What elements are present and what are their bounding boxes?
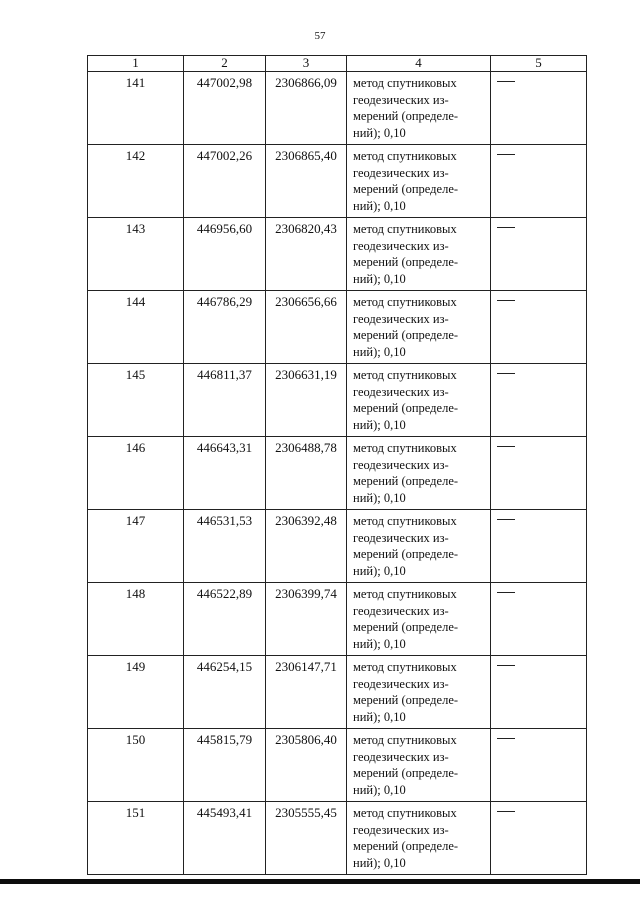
method-line: мерений (определе- xyxy=(353,182,459,196)
method-cell xyxy=(347,145,491,218)
x-coordinate-cell: 446811,37 xyxy=(184,364,266,437)
method-cell xyxy=(347,729,491,802)
x-coordinate-cell: 446254,15 xyxy=(184,656,266,729)
method-line: геодезических из- xyxy=(353,749,449,764)
y-coordinate-cell: 2306865,40 xyxy=(266,145,347,218)
dash-mark xyxy=(497,373,515,374)
dash-mark xyxy=(497,300,515,301)
method-line: ний); 0,10 xyxy=(353,490,406,505)
x-coordinate-cell: 445815,79 xyxy=(184,729,266,802)
table-row xyxy=(88,364,587,437)
x-coordinate-cell: 447002,98 xyxy=(184,72,266,145)
dash-mark xyxy=(497,811,515,812)
note-cell xyxy=(491,583,587,656)
point-number-cell: 148 xyxy=(88,583,184,656)
method-line: метод спутниковых xyxy=(353,806,457,820)
method-cell xyxy=(347,364,491,437)
table-row xyxy=(88,72,587,145)
note-cell xyxy=(491,145,587,218)
method-cell xyxy=(347,291,491,364)
note-cell xyxy=(491,218,587,291)
method-line: метод спутниковых xyxy=(353,368,457,382)
table-row xyxy=(88,291,587,364)
method-line: метод спутниковых xyxy=(353,733,457,747)
method-line: ний); 0,10 xyxy=(353,344,406,359)
method-line: геодезических из- xyxy=(353,92,449,107)
method-line: ний); 0,10 xyxy=(353,271,406,286)
point-number-cell: 145 xyxy=(88,364,184,437)
method-line: метод спутниковых xyxy=(353,76,457,90)
dash-mark xyxy=(497,446,515,447)
point-number-cell: 142 xyxy=(88,145,184,218)
point-number-cell: 141 xyxy=(88,72,184,145)
dash-mark xyxy=(497,665,515,666)
note-cell xyxy=(491,656,587,729)
method-line: геодезических из- xyxy=(353,822,449,837)
y-coordinate-cell: 2306820,43 xyxy=(266,218,347,291)
method-line: ний); 0,10 xyxy=(353,417,406,432)
x-coordinate-cell: 446522,89 xyxy=(184,583,266,656)
method-line: ний); 0,10 xyxy=(353,709,406,724)
x-coordinate-cell: 445493,41 xyxy=(184,802,266,875)
method-line: мерений (определе- xyxy=(353,328,459,342)
note-cell xyxy=(491,437,587,510)
note-cell xyxy=(491,291,587,364)
method-line: мерений (определе- xyxy=(353,401,459,415)
table-row xyxy=(88,802,587,875)
method-line: метод спутниковых xyxy=(353,295,457,309)
method-line: мерений (определе- xyxy=(353,839,459,853)
point-number-cell: 151 xyxy=(88,802,184,875)
method-line: мерений (определе- xyxy=(353,109,459,123)
y-coordinate-cell: 2305555,45 xyxy=(266,802,347,875)
method-line: геодезических из- xyxy=(353,530,449,545)
y-coordinate-cell: 2306147,71 xyxy=(266,656,347,729)
method-cell xyxy=(347,583,491,656)
table-header-row xyxy=(88,56,587,72)
dash-mark xyxy=(497,738,515,739)
table-row xyxy=(88,510,587,583)
method-line: геодезических из- xyxy=(353,238,449,253)
coordinates-table-wrapper xyxy=(87,55,586,875)
method-line: метод спутниковых xyxy=(353,514,457,528)
x-coordinate-cell: 446531,53 xyxy=(184,510,266,583)
y-coordinate-cell: 2306392,48 xyxy=(266,510,347,583)
method-line: ний); 0,10 xyxy=(353,782,406,797)
y-coordinate-cell: 2306399,74 xyxy=(266,583,347,656)
dash-mark xyxy=(497,519,515,520)
dash-mark xyxy=(497,154,515,155)
method-line: ний); 0,10 xyxy=(353,125,406,140)
method-line: ний); 0,10 xyxy=(353,636,406,651)
table-row xyxy=(88,729,587,802)
y-coordinate-cell: 2305806,40 xyxy=(266,729,347,802)
method-cell xyxy=(347,802,491,875)
method-line: мерений (определе- xyxy=(353,474,459,488)
y-coordinate-cell: 2306656,66 xyxy=(266,291,347,364)
dash-mark xyxy=(497,592,515,593)
method-line: мерений (определе- xyxy=(353,620,459,634)
point-number-cell: 147 xyxy=(88,510,184,583)
point-number-cell: 150 xyxy=(88,729,184,802)
table-body xyxy=(88,72,587,875)
method-line: метод спутниковых xyxy=(353,660,457,674)
note-cell xyxy=(491,729,587,802)
method-line: геодезических из- xyxy=(353,165,449,180)
x-coordinate-cell: 446956,60 xyxy=(184,218,266,291)
column-header-1: 1 xyxy=(88,56,184,72)
method-line: ний); 0,10 xyxy=(353,198,406,213)
page-number: 57 xyxy=(314,30,326,42)
method-line: мерений (определе- xyxy=(353,255,459,269)
note-cell xyxy=(491,510,587,583)
method-line: геодезических из- xyxy=(353,384,449,399)
x-coordinate-cell: 446643,31 xyxy=(184,437,266,510)
point-number-cell: 149 xyxy=(88,656,184,729)
method-line: геодезических из- xyxy=(353,676,449,691)
bottom-rule xyxy=(0,879,640,884)
method-line: метод спутниковых xyxy=(353,587,457,601)
x-coordinate-cell: 446786,29 xyxy=(184,291,266,364)
note-cell xyxy=(491,364,587,437)
method-cell xyxy=(347,510,491,583)
table-row xyxy=(88,583,587,656)
column-header-5: 5 xyxy=(491,56,587,72)
method-line: геодезических из- xyxy=(353,457,449,472)
table-row xyxy=(88,218,587,291)
method-line: метод спутниковых xyxy=(353,222,457,236)
method-line: ний); 0,10 xyxy=(353,855,406,870)
y-coordinate-cell: 2306488,78 xyxy=(266,437,347,510)
table-row xyxy=(88,656,587,729)
x-coordinate-cell: 447002,26 xyxy=(184,145,266,218)
point-number-cell: 146 xyxy=(88,437,184,510)
column-header-4: 4 xyxy=(347,56,491,72)
column-header-2: 2 xyxy=(184,56,266,72)
dash-mark xyxy=(497,81,515,82)
y-coordinate-cell: 2306631,19 xyxy=(266,364,347,437)
method-line: метод спутниковых xyxy=(353,149,457,163)
note-cell xyxy=(491,802,587,875)
note-cell xyxy=(491,72,587,145)
table-row xyxy=(88,437,587,510)
method-line: мерений (определе- xyxy=(353,547,459,561)
point-number-cell: 144 xyxy=(88,291,184,364)
y-coordinate-cell: 2306866,09 xyxy=(266,72,347,145)
method-line: геодезических из- xyxy=(353,311,449,326)
method-line: мерений (определе- xyxy=(353,693,459,707)
method-line: мерений (определе- xyxy=(353,766,459,780)
method-line: геодезических из- xyxy=(353,603,449,618)
method-cell xyxy=(347,437,491,510)
coordinates-table xyxy=(87,55,587,875)
column-header-3: 3 xyxy=(266,56,347,72)
table-row xyxy=(88,145,587,218)
method-line: метод спутниковых xyxy=(353,441,457,455)
method-cell xyxy=(347,656,491,729)
point-number-cell: 143 xyxy=(88,218,184,291)
method-line: ний); 0,10 xyxy=(353,563,406,578)
dash-mark xyxy=(497,227,515,228)
method-cell xyxy=(347,218,491,291)
method-cell xyxy=(347,72,491,145)
